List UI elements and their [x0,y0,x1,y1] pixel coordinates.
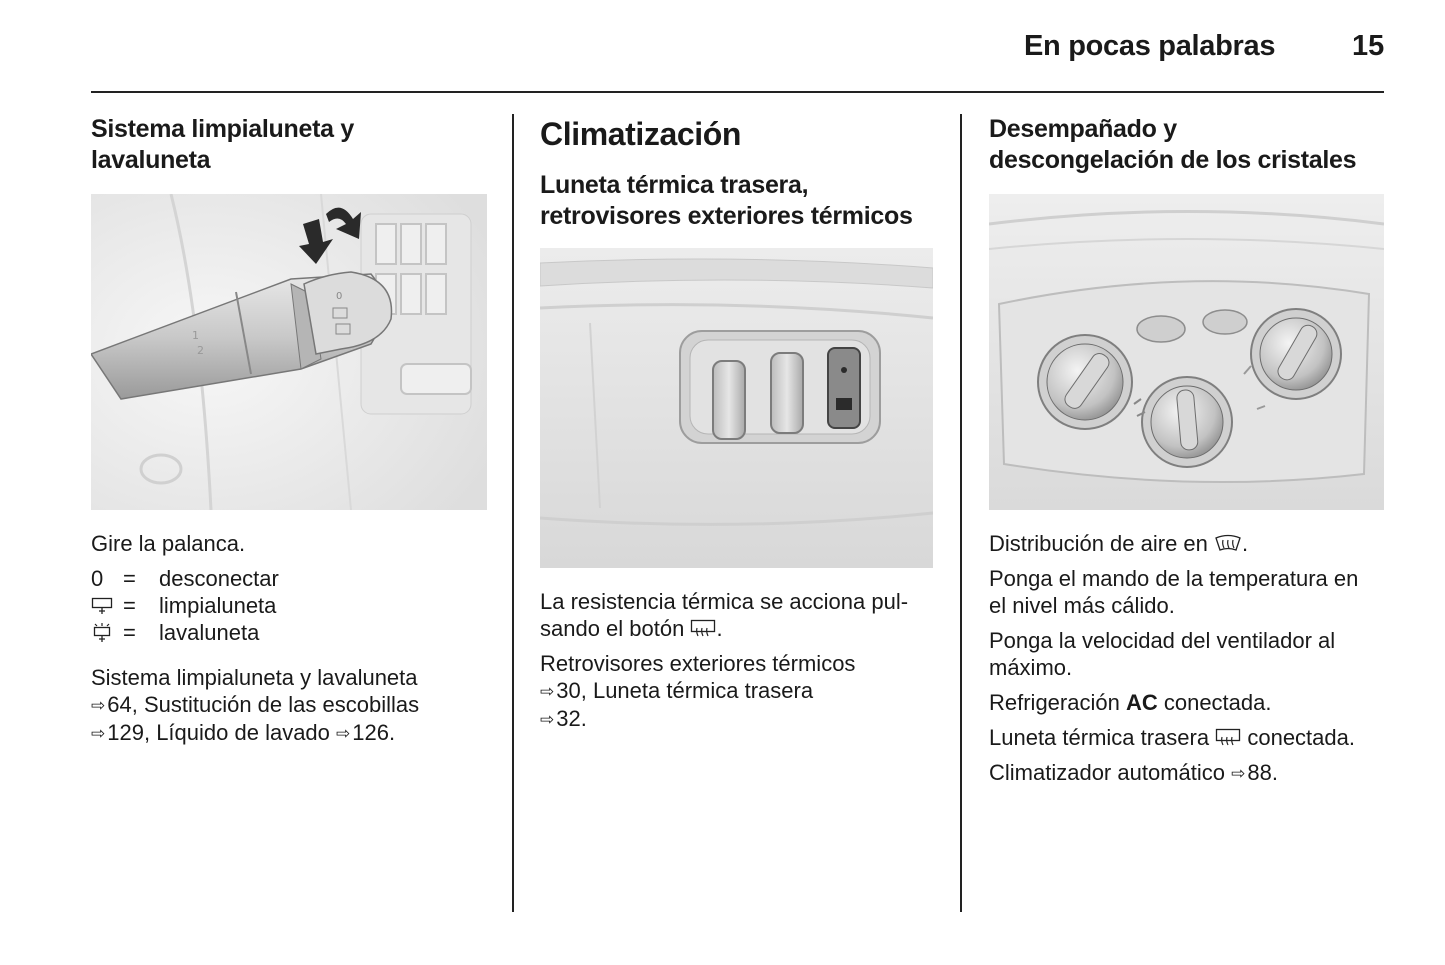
rear-window-heating-icon [690,619,716,639]
column-defrost [989,114,1389,176]
defrost-heading: Desempañado y descongelación de los cristales [989,115,1357,174]
svg-text:0: 0 [336,291,343,302]
climate-control-illustration [989,194,1384,510]
wiper-intro: Gire la palanca. [91,531,246,556]
rear-wiper-body [91,530,491,747]
column-climate [540,114,950,232]
climate-body [540,588,950,733]
rear-window-instruction: Luneta térmica trasera conectada. [989,725,1355,750]
windscreen-defrost-icon [1214,534,1242,554]
rear-window-heating-heading: Luneta térmica trasera, retrovisores exteriores térmicos [540,171,913,230]
heating-instructions: La resistencia térmica se acciona pul- sando el botón . [540,589,909,641]
fan-speed-instruction: Ponga la velocidad del ventilador al máximo. [989,628,1336,680]
wiper-lever-illustration [91,194,487,510]
climate-title: Climatización [540,116,742,152]
ref-arrow-icon: ⇨ [91,724,106,743]
ref-arrow-icon: ⇨ [91,696,106,715]
rear-window-heating-icon [1215,728,1241,748]
legend-row-off: 0 = desconectar [91,566,279,591]
ref-link-30[interactable]: 30 [556,678,581,703]
air-distribution: Distribución de aire en . [989,531,1249,556]
svg-text:1: 1 [192,329,199,342]
section-title: En pocas palabras [1024,30,1276,62]
ref-arrow-icon: ⇨ [1231,764,1246,783]
column-rear-wiper [91,114,491,176]
legend-row-washer: = lavaluneta [91,619,491,646]
ref-arrow-icon: ⇨ [540,710,555,729]
ref-link-32[interactable]: 32 [556,706,581,731]
rear-washer-icon [91,623,113,643]
ref-arrow-icon: ⇨ [336,724,351,743]
auto-climate-reference: Climatizador automático ⇨88. [989,760,1278,785]
column-divider-2 [960,114,962,912]
ref-link-126[interactable]: 126 [352,720,389,745]
column-divider-1 [512,114,514,912]
rear-wiper-heading: Sistema limpialuneta y lavaluneta [91,115,354,174]
mirror-references: Retrovisores exteriores térmicos ⇨30, Luneta térmica trasera ⇨32. [540,651,856,731]
defrost-body [989,530,1389,787]
heated-window-switch-illustration [540,248,933,568]
wiper-references: Sistema limpialuneta y lavaluneta ⇨64, Sustitución de las escobillas ⇨129, Líquido de lavado ⇨126. [91,665,420,745]
ac-instruction: Refrigeración AC conectada. [989,690,1272,715]
ref-link-129[interactable]: 129 [107,720,144,745]
ref-link-88[interactable]: 88 [1247,760,1272,785]
legend-row-wiper: = limpialuneta [91,592,491,619]
rear-wiper-icon [91,596,113,616]
header-rule [91,91,1384,93]
temperature-instruction: Ponga el mando de la temperatura en el nivel más cálido. [989,566,1359,618]
page-number: 15 [1352,30,1385,62]
ref-link-64[interactable]: 64 [107,692,132,717]
ref-arrow-icon: ⇨ [540,682,555,701]
svg-text:2: 2 [197,344,204,357]
